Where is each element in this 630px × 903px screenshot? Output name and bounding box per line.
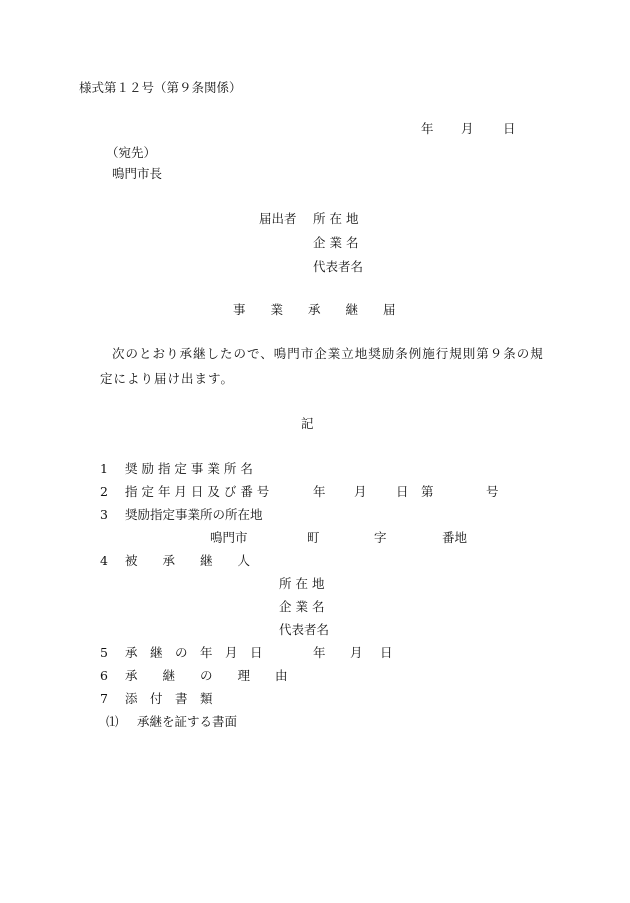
item-3-banchi: 番地	[442, 530, 468, 545]
date-year: 年	[421, 121, 434, 136]
item-2-day: 日	[396, 484, 409, 499]
date-month: 月	[461, 121, 474, 136]
item-2-number-prefix: 第	[421, 484, 434, 499]
item-1-label: 奨 励 指 定 事 業 所 名	[125, 461, 253, 476]
item-3-label: 奨励指定事業所の所在地	[125, 507, 263, 522]
applicant-address-label: 所 在 地	[313, 211, 359, 226]
item-6-number: 6	[100, 668, 108, 683]
item-7-label: 添 付 書 類	[125, 691, 213, 706]
note-heading: 記	[301, 416, 314, 431]
item-3-number: 3	[100, 507, 108, 522]
addressee-honorific: （宛先）	[106, 145, 157, 160]
item-2-number: 2	[100, 484, 108, 499]
attachment-1-number: ⑴	[106, 714, 119, 729]
item-2-month: 月	[354, 484, 367, 499]
item-5-year: 年	[313, 645, 326, 660]
item-1-number: 1	[100, 461, 108, 476]
item-6-label: 承 継 の 理 由	[125, 668, 288, 683]
item-3-town: 町	[307, 530, 320, 545]
item-4-number: 4	[100, 553, 108, 568]
form-number: 様式第１２号（第９条関係）	[79, 80, 242, 95]
item-5-number: 5	[100, 645, 108, 660]
item-4-company-label: 企 業 名	[279, 599, 325, 614]
addressee-name: 鳴門市長	[112, 166, 163, 181]
item-5-day: 日	[380, 645, 393, 660]
applicant-representative-label: 代表者名	[313, 259, 364, 274]
item-5-month: 月	[350, 645, 363, 660]
item-5-label: 承 継 の 年 月 日	[125, 645, 263, 660]
item-2-year: 年	[313, 484, 326, 499]
item-2-number-suffix: 号	[486, 484, 499, 499]
item-7-number: 7	[100, 691, 108, 706]
item-4-address-label: 所 在 地	[279, 576, 325, 591]
applicant-company-label: 企 業 名	[313, 235, 359, 250]
document-title: 事 業 承 継 届	[233, 302, 396, 317]
item-3-aza: 字	[374, 530, 387, 545]
item-3-city: 鳴門市	[210, 530, 248, 545]
attachment-1-label: 承継を証する書面	[137, 714, 238, 729]
body-text-line2: 定により届け出ます。	[100, 371, 235, 386]
item-4-representative-label: 代表者名	[279, 622, 330, 637]
item-2-label: 指 定 年 月 日 及 び 番 号	[125, 484, 270, 499]
body-text-line1: 次のとおり承継したので、鳴門市企業立地奨励条例施行規則第９条の規	[112, 346, 544, 361]
date-day: 日	[503, 121, 516, 136]
item-4-label: 被 承 継 人	[125, 553, 251, 568]
applicant-label: 届出者	[259, 211, 297, 226]
